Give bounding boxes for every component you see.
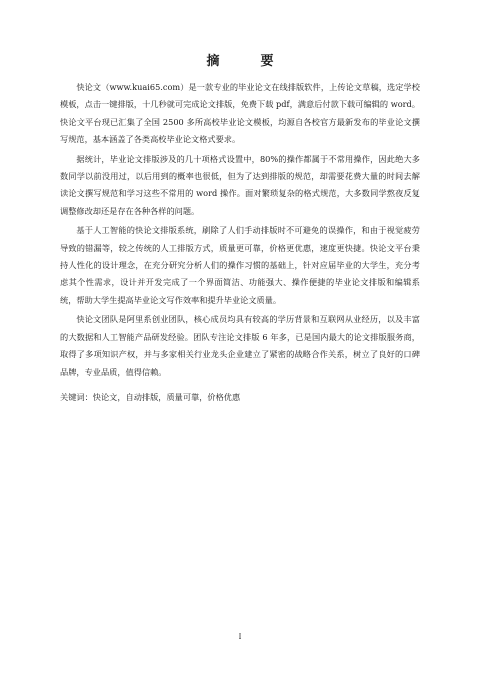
abstract-paragraph-1: 快论文（www.kuai65.com）是一款专业的毕业论文在线排版软件，上传论文草稿，选定学校模板，点击一键排版，十几秒就可完成论文排版，免费下载 pdf，满意后付款下载可编辑的 word。快论文平台现已汇集了全国 2500 多所高校毕业论文模板，均源自各校官方最新发布的毕业论文撰写规范，基本涵盖了各类高校毕业论文格式要求。 [60, 82, 420, 145]
page-number: I [238, 633, 242, 641]
keywords-line: 关键词：快论文，自动排版，质量可靠，价格优惠 [60, 391, 241, 402]
abstract-paragraph-2: 据统计，毕业论文排版涉及的几十项格式设置中，80%的操作都属于不常用操作，因此绝大多数同学以前没用过，以后用到的概率也很低，但为了达到排版的规范，却需要花费大量的时间去解读论文撰写规范和学习这些不常用的 word 操作。面对繁琐复杂的格式规范，大多数同学熬夜反复调整修改却还是存在各种各样的问题。 [60, 153, 420, 216]
abstract-paragraph-3: 基于人工智能的快论文排版系统，刷除了人们手动排版时不可避免的误操作，和由于视觉疲劳导致的错漏等，较之传统的人工排版方式，质量更可靠，价格更优惠，速度更快捷。快论文平台秉持人性化的设计理念，在充分研究分析人们的操作习惯的基础上，针对应届毕业的大学生，充分考虑其个性需求，设计并开发完成了一个界面简洁、功能强大、操作便捷的毕业论文排版和编辑系统，帮助大学生提高毕业论文写作效率和提升毕业论文质量。 [60, 225, 420, 305]
abstract-title: 摘 要 [206, 54, 288, 69]
abstract-paragraph-4: 快论文团队是阿里系创业团队，核心成员均具有较高的学历背景和互联网从业经历，以及丰富的大数据和人工智能产品研发经验。团队专注论文排版 6 年多，已是国内最大的论文排版服务商，取得了多项知识产权，并与多家相关行业龙头企业建立了紧密的战略合作关系，树立了良好的口碑品牌，专业品质，值得信赖。 [60, 314, 420, 377]
